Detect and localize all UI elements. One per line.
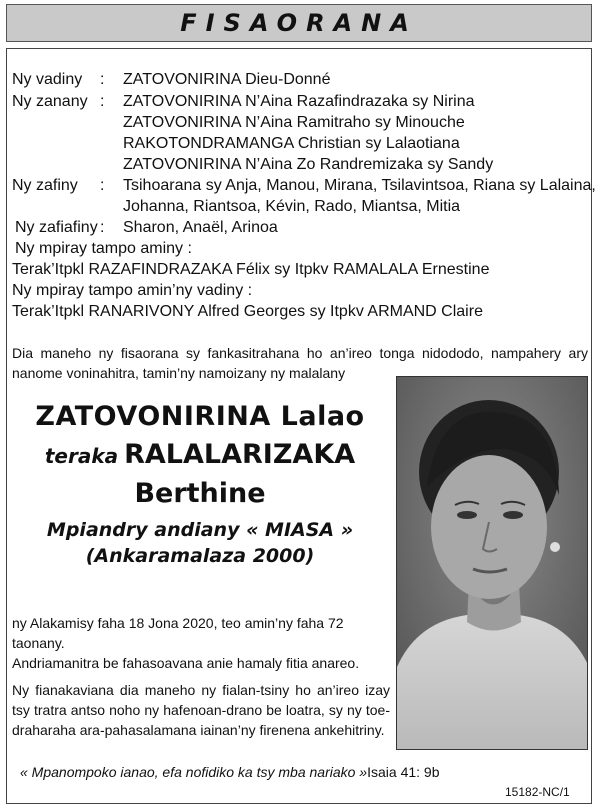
deceased-role: Mpiandry andiany « MIASA » — [46, 519, 354, 541]
deceased-role-place: (Ankaramalaza 2000) — [85, 545, 315, 567]
family-row-value: ZATOVONIRINA N’Aina Razafindrazaka sy Nirina — [123, 93, 475, 110]
family-row-label: Ny vadiny — [12, 71, 83, 88]
closing-line: draharaha ara-pahasalamana iainan’ny firenena ankehitriny. — [12, 722, 385, 738]
family-row-value: RAKOTONDRAMANGA Christian sy Lalaotiana — [123, 135, 460, 152]
closing-line: Ny fianakaviana dia maneho ny fialan-tsiny ho an’ireo izay — [12, 682, 390, 698]
family-row-colon: : — [100, 219, 105, 236]
teraka-label: teraka — [44, 444, 119, 468]
verse-reference: Isaia 41: 9b — [367, 764, 440, 780]
family-row-colon: : — [100, 177, 105, 194]
closing-paragraph — [12, 680, 390, 740]
family-row-value: ZATOVONIRINA N’Aina Ramitraho sy Minouche — [123, 114, 465, 131]
family-row-label: Ny zafiny — [12, 177, 78, 194]
in-law-mother-value: Terak’Itpkl RANARIVONY Alfred Georges sy Itpkv ARMAND Claire — [12, 303, 483, 320]
bible-verse — [20, 764, 440, 780]
in-law-mother-label: Ny mpiray tampo amin’ny vadiny : — [12, 282, 253, 299]
deceased-name: ZATOVONIRINA Lalao — [35, 401, 365, 432]
family-row-value: ZATOVONIRINA N’Aina Zo Randremizaka sy Sandy — [123, 156, 494, 173]
deceased-maiden-name: RALALARIZAKA — [124, 439, 356, 470]
portrait-image — [397, 377, 588, 750]
intro-line: Dia maneho ny fisaorana sy fankasitrahana ho an’ireo tonga nidododo, nampahery ary — [12, 345, 588, 361]
ad-reference: 15182-NC/1 — [505, 785, 570, 799]
portrait-photo — [396, 376, 588, 750]
deceased-first-name: Berthine — [134, 478, 266, 509]
family-row-colon: : — [100, 71, 105, 88]
in-law-father-label: Ny mpiray tampo aminy : — [15, 240, 192, 257]
in-law-father-value: Terak’Itpkl RAZAFINDRAZAKA Félix sy Itpkv RAMALALA Ernestine — [12, 261, 490, 278]
intro-line: nanome voninahitra, tamin’ny namoizany ny malalany — [12, 365, 346, 381]
deceased-name-block — [18, 398, 382, 569]
header-banner — [6, 4, 592, 42]
closing-line: tsy tratra antso noho ny hafenoan-drano be loatra, sy ny toe- — [12, 702, 390, 718]
page-title: FISAORANA — [180, 9, 418, 37]
family-row-value: Tsihoarana sy Anja, Manou, Mirana, Tsilavintsoa, Riana sy Lalaina, — [123, 177, 596, 194]
family-row-value: ZATOVONIRINA Dieu-Donné — [123, 71, 331, 88]
verse-quote: « Mpanompoko ianao, efa nofidiko ka tsy mba nariako » — [20, 764, 368, 780]
family-row-label: Ny zanany — [12, 93, 88, 110]
family-row-value: Sharon, Anaël, Arinoa — [123, 219, 278, 236]
family-row-colon: : — [100, 93, 105, 110]
deceased-maiden-name-line — [18, 436, 382, 475]
death-paragraph — [12, 613, 392, 673]
family-row-value: Johanna, Riantsoa, Kévin, Rado, Miantsa, Mitia — [123, 198, 461, 215]
death-line: Andriamanitra be fahasoavana anie hamaly fitia anareo. — [12, 655, 360, 671]
family-row-label: Ny zafiafiny — [15, 219, 98, 236]
death-line: ny Alakamisy faha 18 Jona 2020, teo amin’ny faha 72 taonany. — [12, 615, 344, 651]
